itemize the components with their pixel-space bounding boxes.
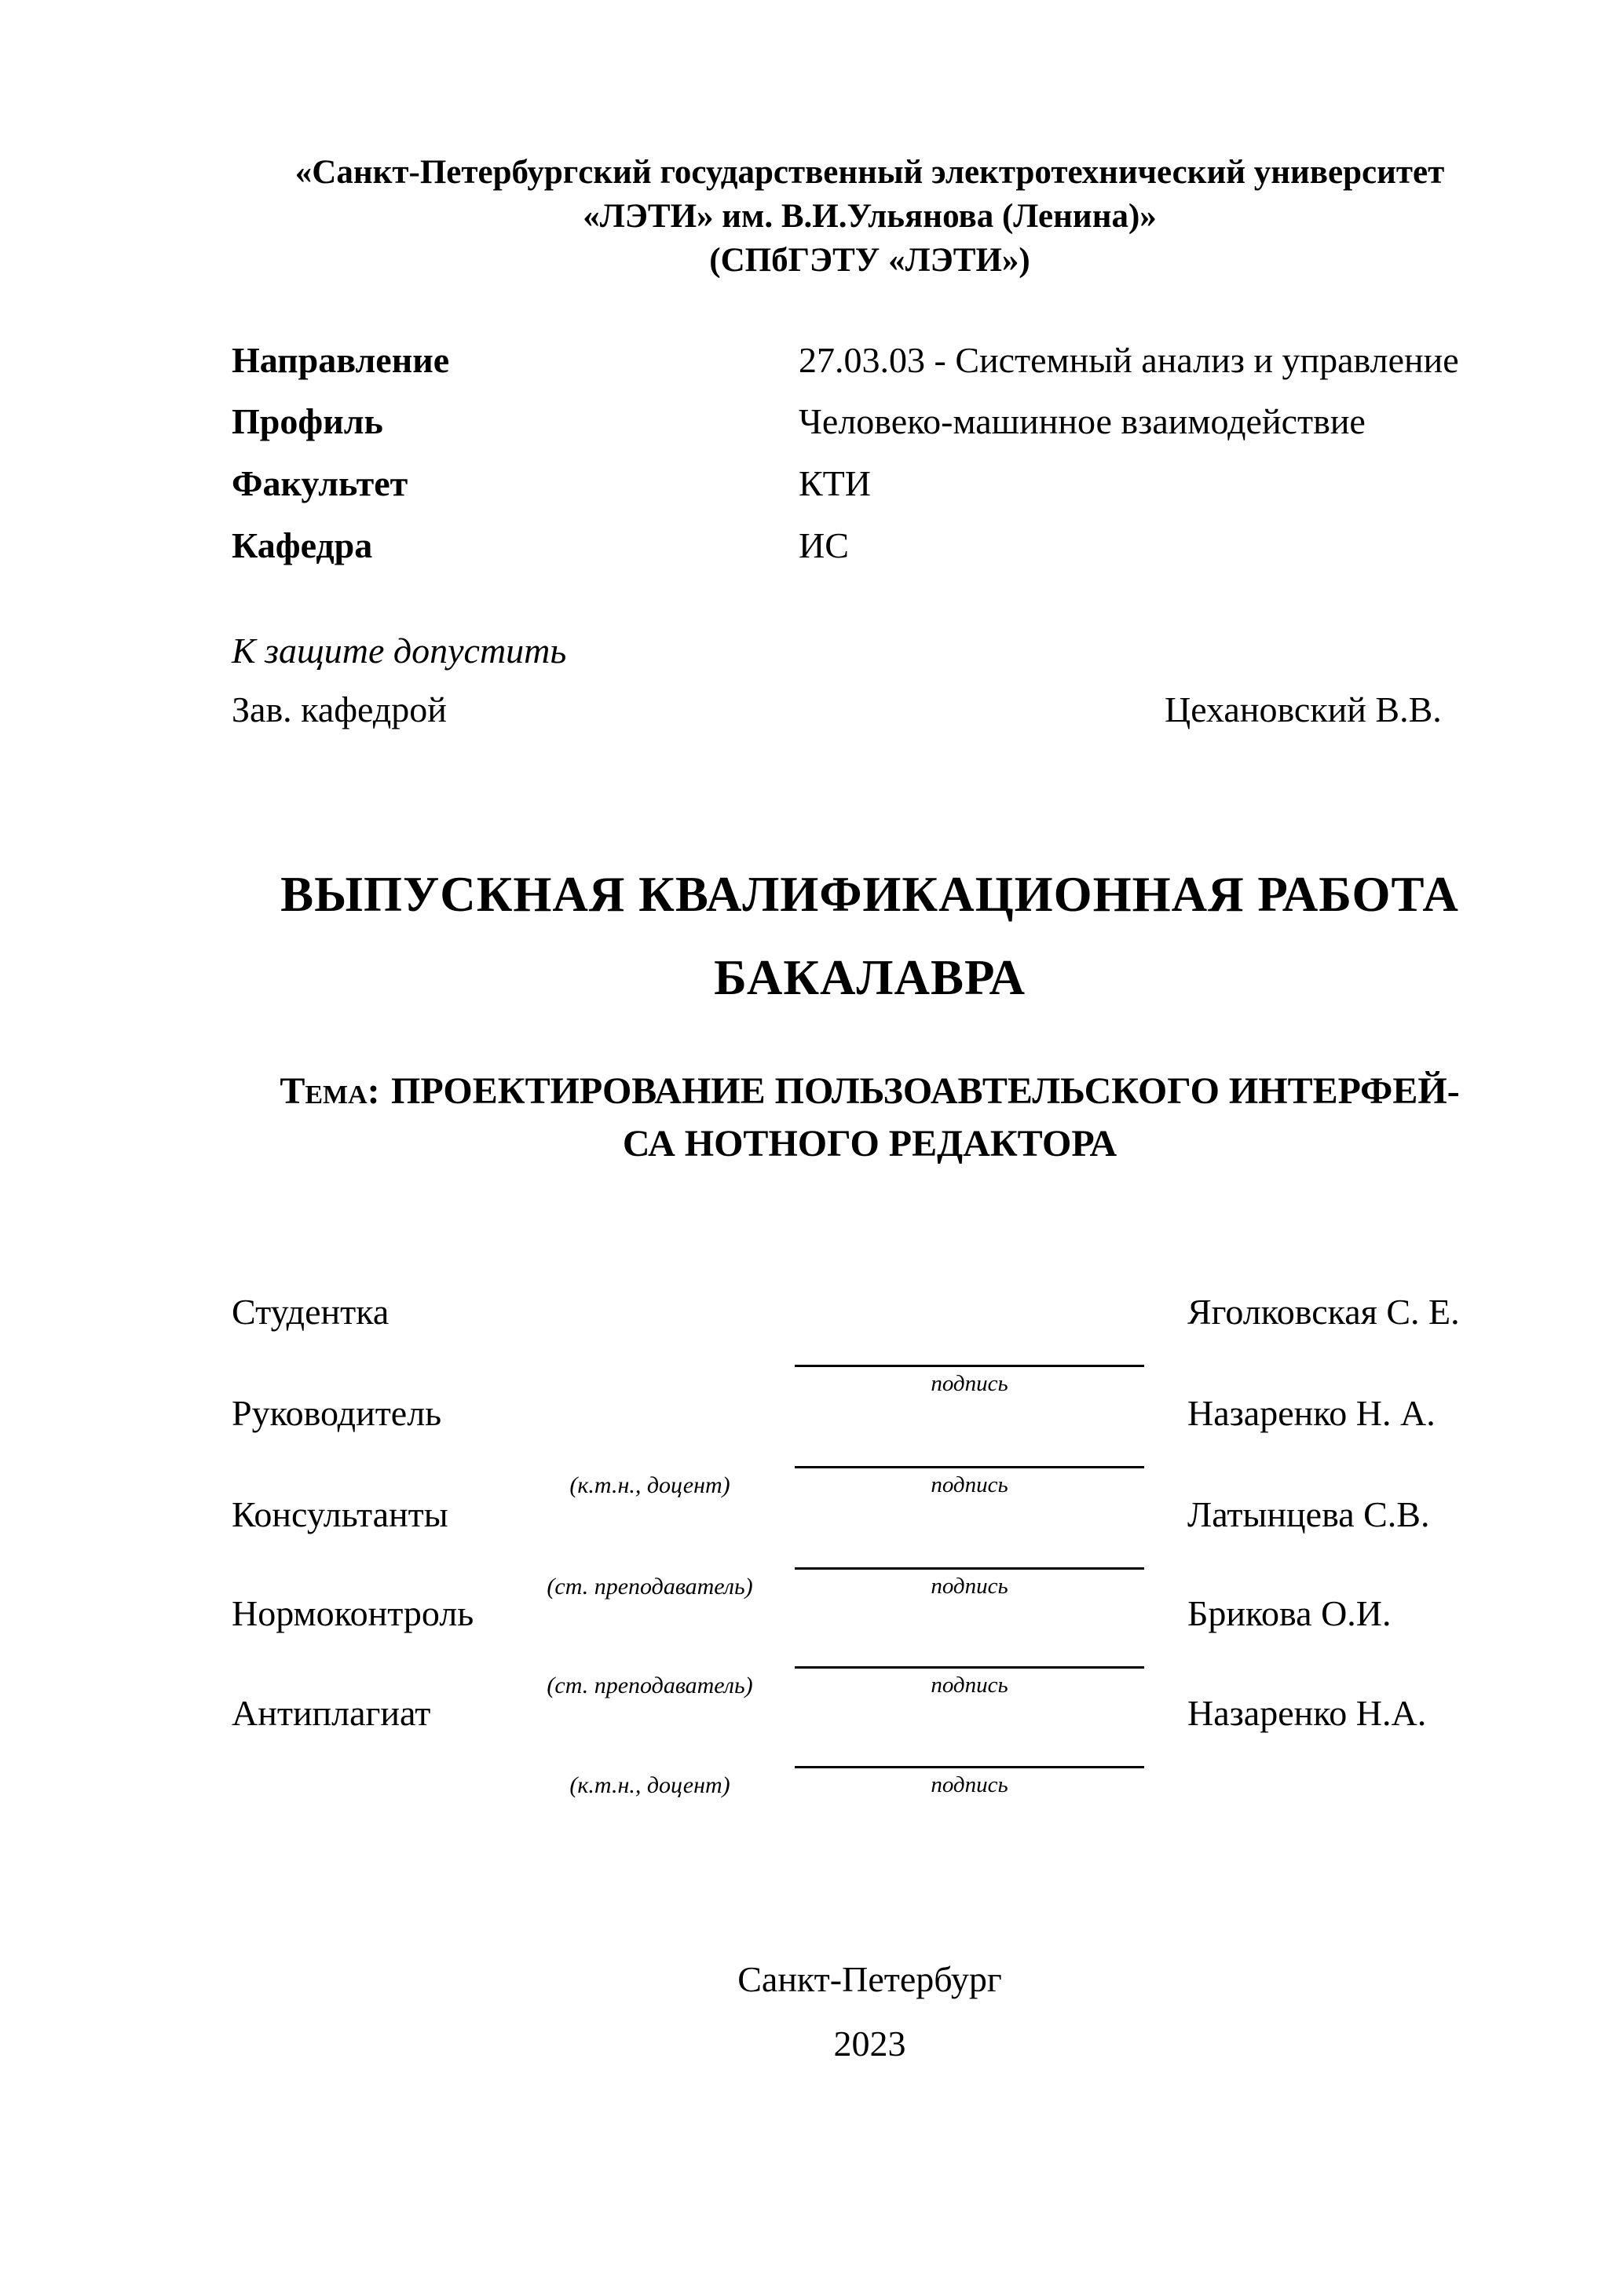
department-head-name: Цехановский В.В. [1165,689,1442,729]
signer-name-consultants: Латынцева С.В. [1187,1494,1430,1534]
signature-role-consultants: Консультанты [232,1494,448,1534]
signature-role-student: Студентка [232,1292,390,1332]
signature-line [795,1466,1144,1468]
signature-caption: подпись [931,1472,1008,1497]
thesis-title-line2: БАКАЛАВРА [714,950,1026,1005]
thesis-theme-line1 [232,1070,1508,1112]
signature-role-supervisor: Руководитель [232,1393,442,1433]
theme-text-line1: ПРОЕКТИРОВАНИЕ ПОЛЬЗОАВТЕЛЬСКОГО ИНТЕРФЕЙ- [391,1070,1460,1112]
field-value-direction: 27.03.03 - Системный анализ и управление [799,340,1459,380]
signer-name-supervisor: Назаренко Н. А. [1187,1393,1436,1433]
qualification-label-consultants: (ст. преподаватель) [547,1574,753,1600]
field-label-faculty: Факультет [232,463,408,503]
thesis-theme-line2: СА НОТНОГО РЕДАКТОРА [622,1123,1117,1164]
signature-caption: подпись [931,1772,1008,1797]
signature-role-normcontrol: Нормоконтроль [232,1593,474,1633]
qualification-label-antiplagiarism: (к.т.н., доцент) [569,1772,730,1798]
signer-name-student: Яголковская С. Е. [1187,1292,1460,1332]
thesis-title-line1: ВЫПУСКНАЯ КВАЛИФИКАЦИОННАЯ РАБОТА [280,867,1459,922]
signature-line [795,1567,1144,1570]
university-name-line3: (СПбГЭТУ «ЛЭТИ») [709,242,1030,279]
university-name-line1: «Санкт-Петербургский государственный электротехнический университет [294,154,1445,191]
signature-line [795,1365,1144,1367]
signer-name-normcontrol: Брикова О.И. [1187,1593,1392,1633]
field-label-department: Кафедра [232,525,373,565]
field-label-direction: Направление [232,340,450,380]
department-head-label: Зав. кафедрой [232,689,447,729]
field-value-department: ИС [799,525,849,565]
qualification-label-normcontrol: (ст. преподаватель) [547,1673,753,1698]
signature-line [795,1666,1144,1669]
signature-line [795,1766,1144,1768]
theme-prefix-label: Тема: [280,1070,380,1112]
admission-note: К защите допустить [232,631,567,671]
signature-caption: подпись [931,1673,1008,1698]
footer-year: 2023 [833,2024,906,2064]
footer-city: Санкт-Петербург [737,1959,1002,1999]
signature-caption: подпись [931,1574,1008,1599]
field-value-profile: Человеко-машинное взаимодействие [799,401,1366,441]
university-name-line2: «ЛЭТИ» им. В.И.Ульянова (Ленина)» [583,198,1157,235]
signature-caption: подпись [931,1371,1008,1396]
signer-name-antiplagiarism: Назаренко Н.А. [1187,1693,1427,1733]
signature-role-antiplagiarism: Антиплагиат [232,1693,431,1733]
qualification-label-supervisor: (к.т.н., доцент) [569,1472,730,1498]
field-value-faculty: КТИ [799,463,871,503]
field-label-profile: Профиль [232,401,383,441]
